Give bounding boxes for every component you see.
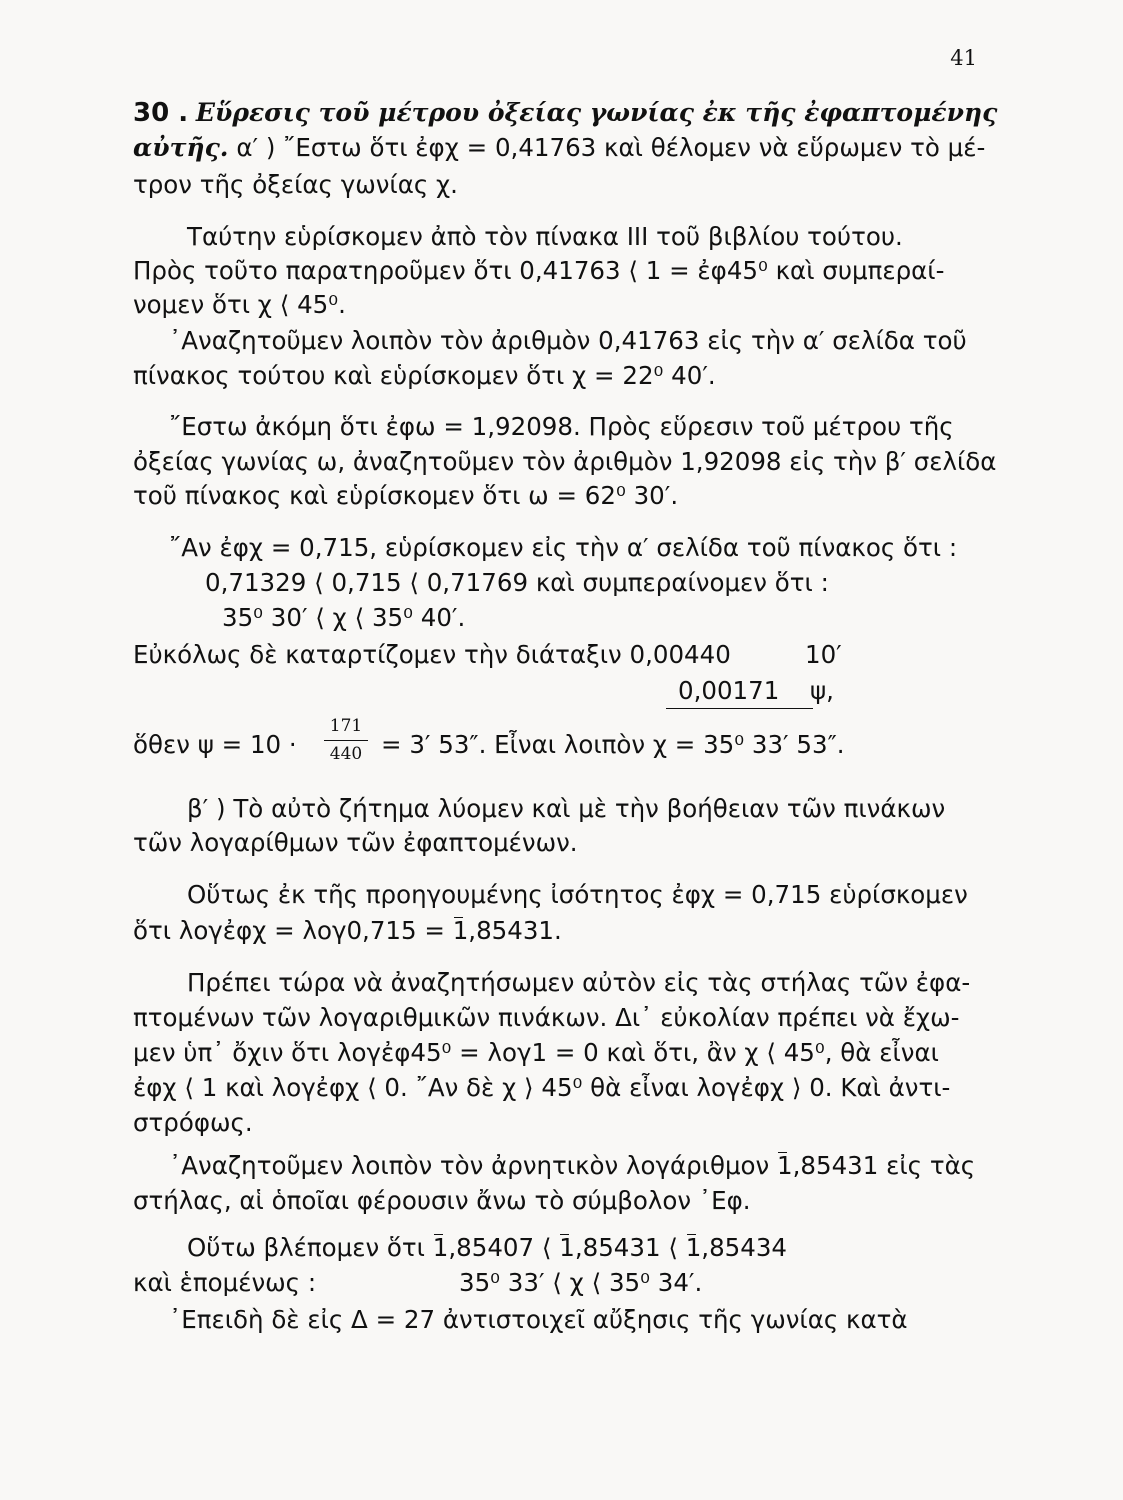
arrangement-diff: 0,00171	[678, 676, 780, 705]
heading-line-2	[133, 133, 985, 163]
para2-line-3: τοῦ πίνακος καὶ εὑρίσκομεν ὅτι ω = 62⁰ 30′.	[133, 481, 679, 510]
para5-line-1: Οὕτως ἐκ τῆς προηγουμένης ἰσότητος ἐφχ = 0,715 εὑρίσκομεν	[187, 880, 968, 909]
para8-line-1	[187, 1233, 787, 1263]
log-value-3: ,85434	[701, 1233, 788, 1262]
para7-text-end: ,85431 εἰς τὰς	[792, 1151, 976, 1180]
para6-line-4: ἐφχ ⟨ 1 καὶ λογἐφχ ⟨ 0. ῎Αν δὲ χ ⟩ 45⁰ θὰ εἶναι λογἐφχ ⟩ 0. Καὶ ἀντι-	[133, 1073, 951, 1102]
para6-line-2: πτομένων τῶν λογαριθμικῶν πινάκων. Δι᾽ εὐκολίαν πρέπει νὰ ἔχω-	[133, 1003, 960, 1032]
intro-line-2: τρον τῆς ὀξείας γωνίας χ.	[133, 170, 458, 199]
para5-line-2	[133, 916, 562, 946]
negative-characteristic: 1	[777, 1151, 793, 1180]
negative-characteristic: 1	[432, 1233, 449, 1262]
section-number: 30 .	[133, 98, 189, 128]
para8-text: Οὕτω βλέπομεν ὅτι	[187, 1233, 433, 1262]
para1-line-3: νομεν ὅτι χ ⟨ 45⁰.	[133, 290, 346, 319]
para1-line-1: Ταύτην εὑρίσκομεν ἀπὸ τὸν πίνακα III τοῦ βιβλίου τούτου.	[187, 222, 903, 251]
arrangement-text: Εὐκόλως δὲ καταρτίζομεν τὴν διάταξιν 0,00440	[133, 640, 731, 669]
fraction-numerator: 171	[329, 716, 363, 736]
para7-line-2: στήλας, αἱ ὁποῖαι φέρουσιν ἄνω τὸ σύμβολον ᾽Εφ.	[133, 1186, 751, 1215]
log-mantissa: ,85431.	[468, 916, 562, 945]
negative-characteristic: 1	[452, 916, 469, 945]
arrangement-psi: ψ,	[810, 676, 834, 705]
para3-line-1: ῎Αν ἐφχ = 0,715, εὑρίσκομεν εἰς τὴν α′ σελίδα τοῦ πίνακος ὅτι :	[169, 533, 958, 562]
partb-line-1: β′ ) Τὸ αὐτὸ ζήτημα λύομεν καὶ μὲ τὴν βοήθειαν τῶν πινάκων	[187, 794, 946, 823]
angle-bounds: 35⁰ 33′ ⟨ χ ⟨ 35⁰ 34′.	[459, 1268, 703, 1297]
para1-line-4: ᾽Αναζητοῦμεν λοιπὸν τὸν ἀριθμὸν 0,41763 εἰς τὴν α′ σελίδα τοῦ	[169, 326, 967, 355]
log-equation: ὅτι λογἐφχ = λογ0,715 =	[133, 916, 453, 945]
partb-line-2: τῶν λογαρίθμων τῶν ἐφαπτομένων.	[133, 828, 578, 857]
para6-line-3: μεν ὑπ᾽ ὄχιν ὅτι λογἐφ45⁰ = λογ1 = 0 καὶ ὅτι, ἂν χ ⟨ 45⁰, θὰ εἶναι	[133, 1038, 939, 1067]
para3-line-4	[133, 640, 1033, 670]
para2-line-1: ῎Εστω ἀκόμη ὅτι ἐφω = 1,92098. Πρὸς εὕρεσιν τοῦ μέτρου τῆς	[169, 412, 954, 441]
para3-line-3: 35⁰ 30′ ⟨ χ ⟨ 35⁰ 40′.	[222, 603, 466, 632]
arrangement-underline	[666, 708, 813, 709]
fraction-denominator: 440	[329, 744, 363, 764]
arrangement-minutes: 10′	[805, 640, 842, 669]
para3-line-6-end: = 3′ 53″. Εἶναι λοιπὸν χ = 35⁰ 33′ 53″.	[381, 730, 845, 759]
heading-line	[133, 98, 997, 128]
para7-line-1	[169, 1151, 975, 1181]
log-value-1: ,85407 ⟨	[448, 1233, 560, 1262]
section-title-cont: αὐτῆς.	[133, 133, 229, 162]
para8-line-3: ᾽Επειδὴ δὲ εἰς Δ = 27 ἀντιστοιχεῖ αὔξησις τῆς γωνίας κατὰ	[169, 1305, 908, 1334]
para3-line-2: 0,71329 ⟨ 0,715 ⟨ 0,71769 καὶ συμπεραίνομεν ὅτι :	[205, 568, 829, 597]
para3-line-6-start: ὅθεν ψ = 10 ·	[133, 730, 297, 759]
negative-characteristic: 1	[685, 1233, 702, 1262]
para6-line-1: Πρέπει τώρα νὰ ἀναζητήσωμεν αὐτὸν εἰς τὰς στήλας τῶν ἐφα-	[187, 968, 971, 997]
negative-characteristic: 1	[559, 1233, 575, 1262]
intro-text: α′ ) ῎Εστω ὅτι ἐφχ = 0,41763 καὶ θέλομεν νὰ εὕρωμεν τὸ μέ-	[236, 133, 986, 162]
para3-line-5	[678, 676, 834, 706]
para7-text: ᾽Αναζητοῦμεν λοιπὸν τὸν ἀρνητικὸν λογάριθμον	[169, 1151, 778, 1180]
page-number: 41	[950, 46, 977, 70]
section-title: Εὕρεσις τοῦ μέτρου ὀξείας γωνίας ἐκ τῆς ἐφαπτομένης	[195, 98, 998, 127]
log-value-2: ,85431 ⟨	[574, 1233, 686, 1262]
para1-line-5: πίνακος τούτου καὶ εὑρίσκομεν ὅτι χ = 22⁰ 40′.	[133, 361, 716, 390]
consequently-label: καὶ ἑπομένως :	[133, 1268, 317, 1297]
para2-line-2: ὀξείας γωνίας ω, ἀναζητοῦμεν τὸν ἀριθμὸν 1,92098 εἰς τὴν β′ σελίδα	[133, 447, 997, 476]
para1-line-2: Πρὸς τοῦτο παρατηροῦμεν ὅτι 0,41763 ⟨ 1 = ἐφ45⁰ καὶ συμπεραί-	[133, 256, 945, 285]
para8-line-2	[133, 1268, 833, 1298]
fraction-bar	[324, 740, 368, 741]
para6-line-5: στρόφως.	[133, 1108, 253, 1137]
